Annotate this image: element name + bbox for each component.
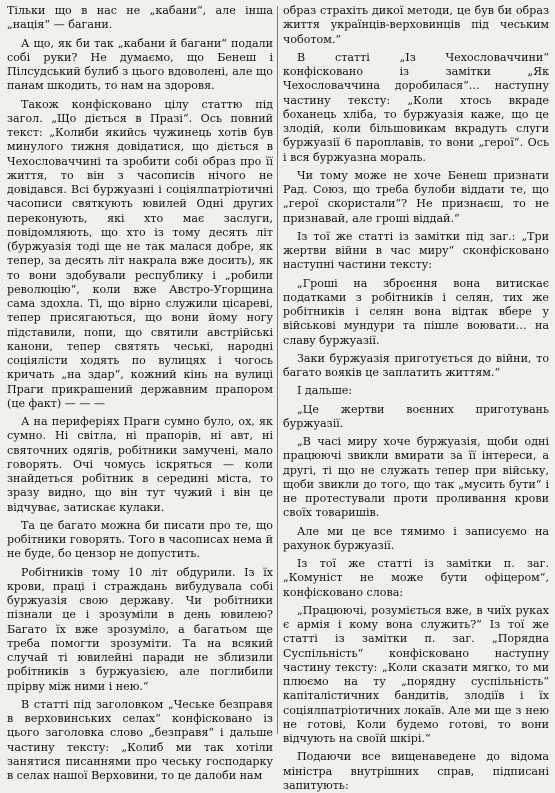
paragraph: Але ми це все тямимо і записуємо на рахунок буржуазії. <box>283 524 549 552</box>
paragraph: Із тої же статті із замітки під заг.: „Три жертви війни в час миру“ сконфісковано наступні частини тексту: <box>283 229 549 272</box>
right-column <box>283 4 549 792</box>
paragraph: Подаючи все вищенаведене до відома міністра внутрішних справ, підписані запитують: <box>283 750 549 792</box>
paragraph: Також конфісковано цілу статтю під загол. „Що діється в Празі“. Ось повний текст: „Колиби якийсь чужинець хотів був минулого тижня довідатися, що діється в Чехословаччині та зробити собі образ про її життя, то він з часописів нічого не довідався. Всі буржуазні і соціялпатріотичні часописи святкують ювилей Одні других переконують, які хто має заслуги, повідомляють, що хто із тому десять літ (буржуазія тоді ще не так малася добре, як тепер, за десять літ накрала вже досить), як то вони здобували республику і „робили революцію“, коли вже Австро-Угорщина сама здохла. Ті, що вірно служили цісареві, тепер присягаються, що вони йому ногу підставили, попи, що святили австрійські канони, тепер святять чеські, народні соціялісти ходять по вулицях і чогось кричать „на здар“, кожний кінь на вулиці Праги прикрашений державним прапором (це факт) — — — <box>7 97 273 410</box>
paragraph: В статті „Із Чехословаччини“ конфісковано із замітки „Як Чехословаччина доробилася“… наступну частину тексту: „Коли хтось вкраде боханець хліба, то буржуазія каже, що це злодій, коли більшовикам вкрадуть слуги буржуазії 6 пароплавів, то вони „герої“. Ось і вся буржуазна мораль. <box>283 50 549 164</box>
left-column <box>7 4 273 782</box>
paragraph: „Це жертви воєнних приготувань буржуазії. <box>283 402 549 430</box>
paragraph: Чи тому може не хоче Бенеш признати Рад. Союз, що треба булоби віддати те, що „герої скористали“? Не признаєш, то не признавай, але гроші віддай.“ <box>283 168 549 225</box>
paragraph: А на периферіях Праги сумно було, ох, як сумно. Ні світла, ні прапорів, ні авт, ні святочних одягів, робітники замучені, мало говорять. Очі чомусь іскряться — коли знайдеться робітник в середині міста, то зразу видно, що він тут чужий і він це відчуває, затискає кулаки. <box>7 415 273 514</box>
paragraph: Та це багато можна би писати про те, що робітники говорять. Того в часописах нема й не буде, бо цензор не допустить. <box>7 518 273 561</box>
paragraph: Робітників тому 10 літ обдурили. Із їх крови, праці і страждань вибудувала собі буржуазія свою державу. Чи робітники пізнали це і зрозуміли в день ювилею? Багато їх вже зрозуміло, а багатьом ще треба помогти зрозуміти. Та на всякий случай ті ювилейні паради не зблизили робітників з буржуазією, але поглибили прірву між ними і нею.“ <box>7 565 273 693</box>
paragraph: „В часі миру хоче буржуазія, щоби одні працюючі звикли вмирати за її інтереси, а другі, ті що не служать тепер при війську, щоби звикли до того, що так „мусить бути“ і не протестували проти проливання крови своїх товаришів. <box>283 435 549 520</box>
paragraph: Заки буржуазія приготується до війни, то багато вояків це заплатить життям.“ <box>283 351 549 379</box>
paragraph: Із тої же статті із замітки п. заг. „Комуніст не може бути офіцером“, конфісковано слова: <box>283 557 549 599</box>
paragraph: образ страхіть дикої методи, це був би образ життя українців-верховинців під чеським чоботом.“ <box>283 4 549 46</box>
paragraph: Тільки що в нас не „кабани“, але інша „нація“ — багани. <box>7 4 273 32</box>
paragraph: І дальше: <box>297 384 353 398</box>
paragraph: А що, як би так „кабани й багани“ подали собі руки? Не думаємо, що Бенеш і Пілсудський булиб з цього вдоволені, але що панам шкодить, то нам на здоровя. <box>7 36 273 93</box>
paragraph: В статті під заголовком „Чеське безправя в верховинських селах“ конфісковано із цього заголовка слово „безправя“ і дальше частину тексту: „Колиб ми так хотіли занятися писаннями про чеську господарку в селах нашої Верховини, то це далоби нам <box>7 697 273 782</box>
paragraph: „Працюючі, розуміється вже, в чиїх руках є армія і кому вона служить?“ Із тої же статті із замітки п. заг. „Порядна Суспільність“ конфісковано наступну частину тексту: „Коли сказати мягко, то ми плюємо на ту „порядну суспільність“ капіталістичних бандитів, злодіїв і їх соціялпатріотичних локаїв. Але ми ще з нею не готові, Коли будемо готові, то вони відчують на своїй шкірі.“ <box>283 603 549 745</box>
column-divider <box>277 6 278 734</box>
paragraph: „Гроші на зброєння вона витискає податками з робітників і селян, тих же робітників і селян вона відтак вбере у військові мундури та пішле воювати… на славу буржуазії. <box>283 276 549 347</box>
